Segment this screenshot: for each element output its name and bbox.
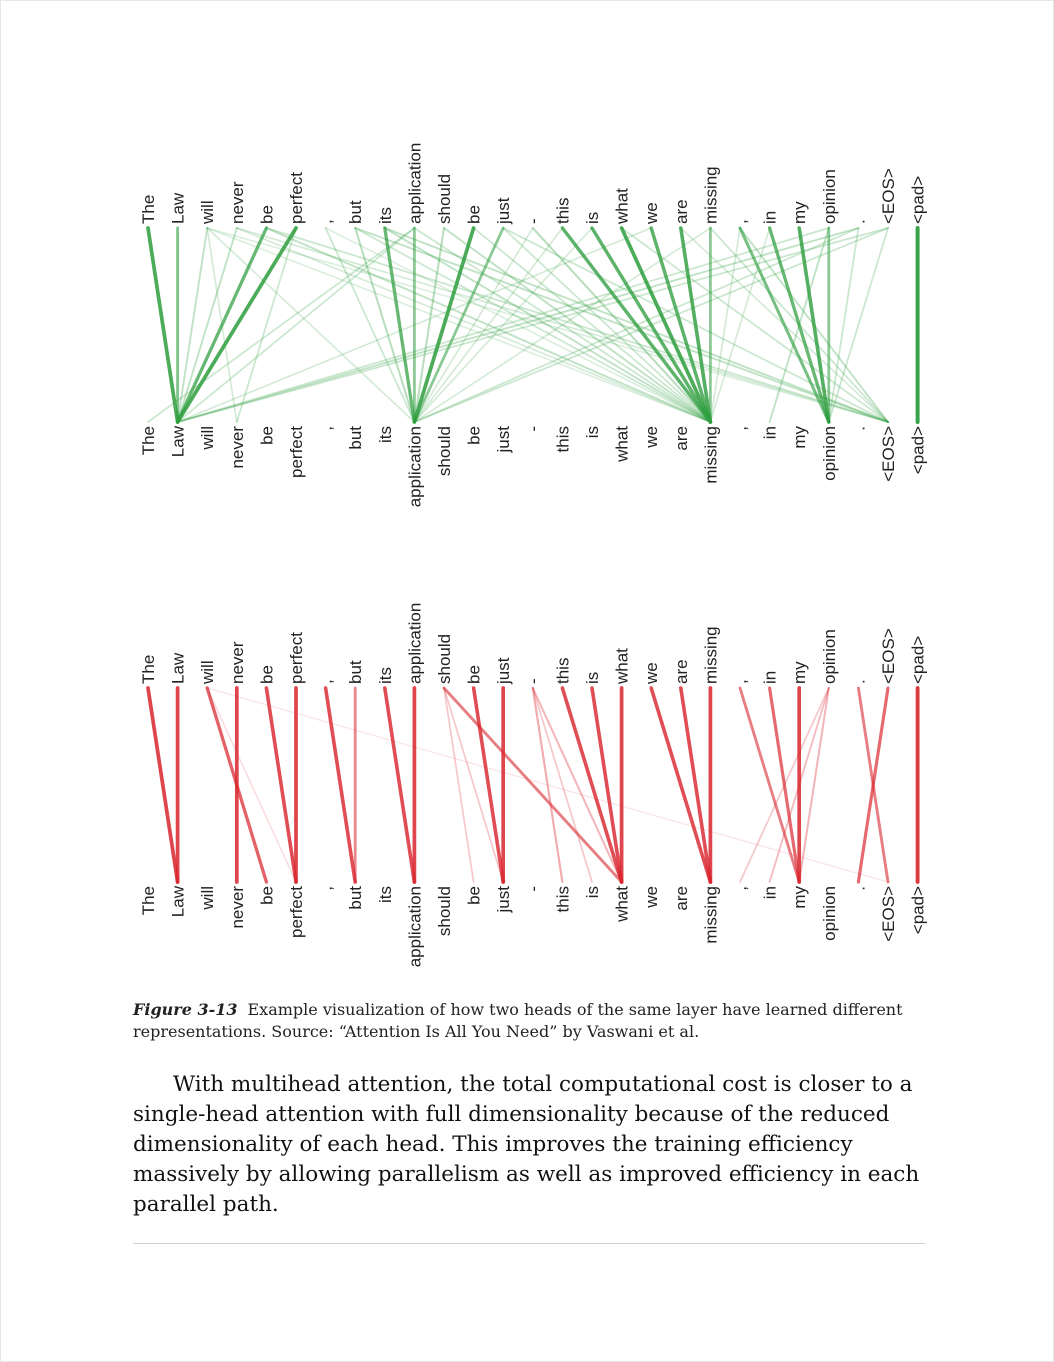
attention-link bbox=[474, 688, 504, 882]
top-token-label: Law bbox=[168, 652, 188, 684]
top-token-label: , bbox=[316, 679, 336, 684]
top-token-label: opinion bbox=[819, 169, 839, 224]
body-text bbox=[133, 1070, 933, 1220]
top-token-label: be bbox=[257, 665, 277, 684]
attention-link bbox=[444, 688, 503, 882]
top-token-label: in bbox=[760, 670, 780, 684]
bottom-token-label: is bbox=[583, 426, 602, 439]
bottom-token-label: what bbox=[612, 886, 632, 922]
bottom-token-label: be bbox=[257, 886, 277, 905]
bottom-token-label: , bbox=[316, 886, 336, 891]
top-token-label: is bbox=[583, 671, 602, 684]
attention-link bbox=[533, 688, 563, 882]
top-token-label: my bbox=[790, 661, 810, 684]
attention-link bbox=[799, 688, 829, 882]
top-token-label: what bbox=[612, 648, 632, 684]
bottom-token-label: <EOS> bbox=[879, 426, 898, 482]
top-token-label: we bbox=[642, 662, 662, 684]
top-token-label: its bbox=[375, 667, 395, 684]
bottom-token-label: its bbox=[375, 886, 395, 903]
bottom-token-label: but bbox=[346, 886, 366, 910]
bottom-token-label: opinion bbox=[819, 886, 839, 941]
attention-link bbox=[266, 688, 296, 882]
top-token-label: are bbox=[671, 659, 691, 684]
bottom-token-label: - bbox=[523, 886, 543, 892]
top-token-label: Law bbox=[168, 192, 188, 224]
bottom-token-label: missing bbox=[701, 886, 721, 944]
top-token-label: will bbox=[198, 660, 218, 684]
top-token-label: but bbox=[346, 660, 366, 684]
bottom-token-label: should bbox=[435, 426, 454, 477]
top-token-label: <EOS> bbox=[879, 628, 898, 684]
page-divider bbox=[133, 1243, 925, 1244]
head-1-panel bbox=[139, 143, 928, 508]
figure-label: Figure 3-13 bbox=[133, 1000, 238, 1019]
top-token-label: will bbox=[198, 200, 218, 224]
bottom-token-label: . bbox=[849, 886, 869, 891]
attention-link bbox=[740, 688, 799, 882]
attention-link bbox=[533, 688, 592, 882]
top-token-label: <EOS> bbox=[879, 168, 898, 224]
bottom-token-label: never bbox=[227, 426, 247, 469]
top-token-label: application bbox=[405, 602, 425, 684]
top-token-label: but bbox=[346, 200, 366, 224]
bottom-token-label: , bbox=[316, 426, 336, 431]
bottom-token-label: <pad> bbox=[908, 426, 928, 475]
top-token-label: just bbox=[494, 197, 514, 224]
head-2-panel bbox=[139, 603, 928, 968]
bottom-token-label: in bbox=[760, 886, 780, 900]
top-token-label: opinion bbox=[819, 629, 839, 684]
top-token-label: never bbox=[227, 181, 247, 224]
bottom-token-label: is bbox=[583, 886, 602, 899]
bottom-token-label: perfect bbox=[287, 426, 306, 478]
bottom-token-label: be bbox=[464, 886, 484, 905]
bottom-token-label: be bbox=[257, 426, 277, 445]
attention-link bbox=[148, 688, 178, 882]
bottom-token-label: we bbox=[642, 886, 662, 908]
top-token-label: never bbox=[227, 641, 247, 684]
top-token-label: this bbox=[553, 657, 573, 684]
top-token-label: perfect bbox=[287, 172, 306, 224]
bottom-token-label: , bbox=[731, 886, 750, 891]
top-token-label: , bbox=[731, 679, 750, 684]
top-token-label: , bbox=[316, 219, 336, 224]
top-token-label: perfect bbox=[287, 632, 306, 684]
bottom-token-label: The bbox=[139, 886, 158, 916]
attention-link bbox=[178, 228, 829, 422]
attention-link bbox=[385, 688, 415, 882]
bottom-token-label: are bbox=[671, 426, 691, 451]
body-paragraph: With multihead attention, the total computational cost is closer to a single-head attention with full dimensionality because of the reduced dimensionality of each head. This improves the training efficiency massively by allowing parallelism as well as improved efficiency in each parallel path. bbox=[133, 1072, 920, 1217]
bottom-token-label: never bbox=[227, 886, 247, 929]
top-token-label: - bbox=[523, 218, 543, 224]
figure-caption-text: Example visualization of how two heads of the same layer have learned different representations. Source: “Attention Is All You Need” by Vaswani et al. bbox=[133, 1000, 903, 1041]
top-token-label: , bbox=[731, 219, 750, 224]
attention-link bbox=[710, 228, 769, 422]
bottom-token-label: we bbox=[642, 426, 662, 448]
top-token-label: in bbox=[760, 210, 780, 224]
bottom-token-label: but bbox=[346, 426, 366, 450]
attention-link bbox=[148, 228, 178, 422]
bottom-token-label: <EOS> bbox=[879, 886, 898, 942]
top-token-label: <pad> bbox=[908, 175, 928, 224]
top-token-label: is bbox=[583, 211, 602, 224]
top-token-label: should bbox=[435, 633, 454, 684]
bottom-token-label: will bbox=[198, 886, 218, 910]
bottom-token-label: , bbox=[731, 426, 750, 431]
top-token-label: its bbox=[375, 207, 395, 224]
attention-link bbox=[178, 228, 267, 422]
bottom-token-label: . bbox=[849, 426, 869, 431]
bottom-token-label: this bbox=[553, 426, 573, 453]
top-token-label: are bbox=[671, 199, 691, 224]
bottom-token-label: - bbox=[523, 426, 543, 432]
bottom-token-label: my bbox=[790, 886, 810, 909]
top-token-label: be bbox=[257, 205, 277, 224]
bottom-token-label: missing bbox=[701, 426, 721, 484]
top-token-label: my bbox=[790, 201, 810, 224]
top-token-label: be bbox=[464, 665, 484, 684]
bottom-token-label: just bbox=[494, 426, 514, 453]
attention-link bbox=[651, 688, 710, 882]
bottom-token-label: will bbox=[198, 426, 218, 450]
bottom-token-label: perfect bbox=[287, 886, 306, 938]
top-token-label: . bbox=[849, 679, 869, 684]
top-token-label: should bbox=[435, 173, 454, 224]
bottom-token-label: should bbox=[435, 886, 454, 937]
attention-link bbox=[829, 228, 859, 422]
top-token-label: what bbox=[612, 188, 632, 224]
top-token-label: missing bbox=[701, 166, 721, 224]
top-token-label: The bbox=[139, 654, 158, 684]
top-token-label: just bbox=[494, 657, 514, 684]
top-token-label: application bbox=[405, 142, 425, 224]
bottom-token-label: application bbox=[405, 886, 425, 968]
attention-link bbox=[326, 688, 356, 882]
attention-link bbox=[681, 688, 711, 882]
figure-caption bbox=[133, 999, 933, 1043]
attention-link bbox=[562, 688, 621, 882]
bottom-token-label: <pad> bbox=[908, 886, 928, 935]
top-token-label: missing bbox=[701, 626, 721, 684]
bottom-token-label: my bbox=[790, 426, 810, 449]
top-token-label: . bbox=[849, 219, 869, 224]
attention-link bbox=[178, 228, 415, 422]
top-token-label: be bbox=[464, 205, 484, 224]
bottom-token-label: in bbox=[760, 426, 780, 440]
attention-link bbox=[710, 228, 740, 422]
bottom-token-label: The bbox=[139, 426, 158, 456]
attention-link bbox=[829, 228, 888, 422]
bottom-token-label: this bbox=[553, 886, 573, 913]
bottom-token-label: are bbox=[671, 886, 691, 911]
bottom-token-label: just bbox=[494, 886, 514, 913]
bottom-token-label: Law bbox=[168, 886, 188, 918]
bottom-token-label: what bbox=[612, 426, 632, 462]
top-token-label: we bbox=[642, 202, 662, 224]
bottom-token-label: its bbox=[375, 426, 395, 443]
top-token-label: this bbox=[553, 197, 573, 224]
bottom-token-label: application bbox=[405, 426, 425, 508]
top-token-label: The bbox=[139, 194, 158, 224]
top-token-label: - bbox=[523, 678, 543, 684]
bottom-token-label: be bbox=[464, 426, 484, 445]
bottom-token-label: Law bbox=[168, 426, 188, 458]
attention-link bbox=[414, 228, 473, 422]
bottom-token-label: opinion bbox=[819, 426, 839, 481]
attention-link bbox=[474, 228, 711, 422]
top-token-label: <pad> bbox=[908, 635, 928, 684]
